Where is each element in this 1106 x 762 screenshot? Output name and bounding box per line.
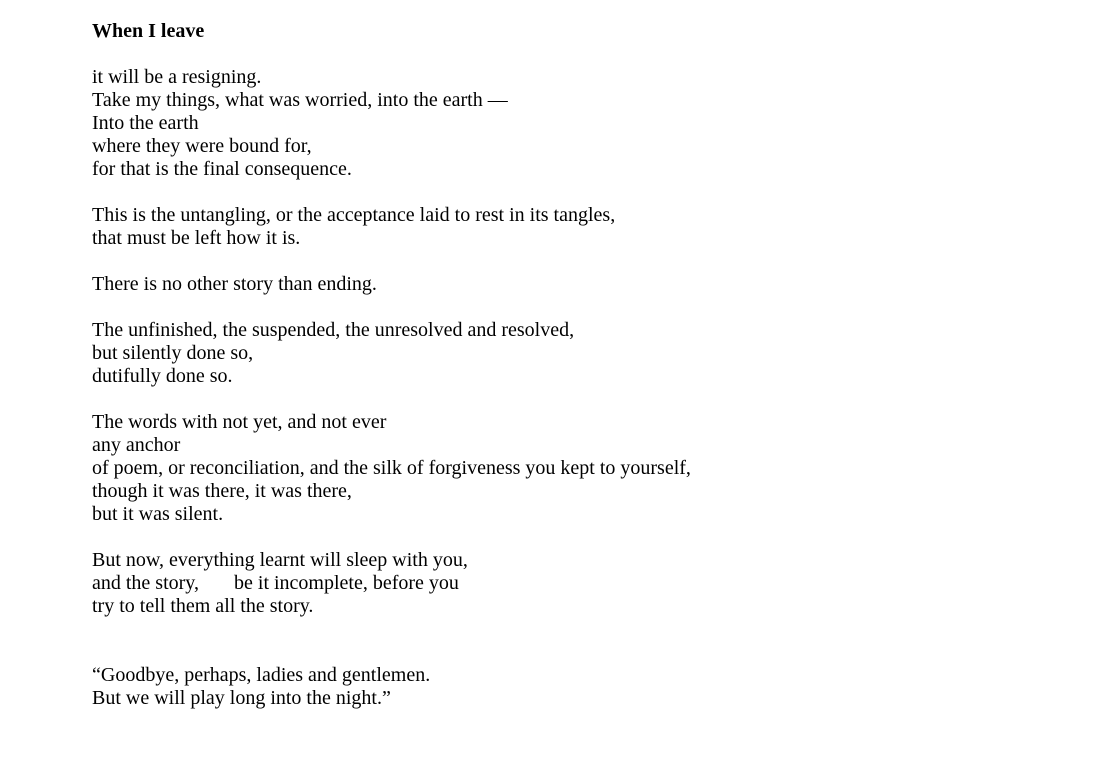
poem-line: but silently done so, xyxy=(92,342,254,364)
poem-line: “Goodbye, perhaps, ladies and gentlemen. xyxy=(92,664,431,686)
stanza-7 xyxy=(92,664,1072,710)
stanza-5 xyxy=(92,411,1072,526)
poem-line: Take my things, what was worried, into the earth — xyxy=(92,89,508,111)
poem-line: that must be left how it is. xyxy=(92,227,301,249)
poem-line: dutifully done so. xyxy=(92,365,233,387)
poem-line: try to tell them all the story. xyxy=(92,595,314,617)
stanza-1 xyxy=(92,66,1072,181)
poem-line: But now, everything learnt will sleep with you, xyxy=(92,549,468,571)
poem-line: where they were bound for, xyxy=(92,135,312,157)
poem xyxy=(92,20,1072,710)
poem-line: it will be a resigning. xyxy=(92,66,262,88)
stanza-6 xyxy=(92,549,1072,618)
poem-line: There is no other story than ending. xyxy=(92,273,377,295)
stanza-gap xyxy=(92,526,1072,549)
poem-line: any anchor xyxy=(92,434,181,456)
poem-line: but it was silent. xyxy=(92,503,224,525)
stanza-gap xyxy=(92,296,1072,319)
stanza-gap xyxy=(92,181,1072,204)
poem-line: of poem, or reconciliation, and the silk of forgiveness you kept to yourself, xyxy=(92,457,691,479)
stanza-gap xyxy=(92,43,1072,66)
poem-line: though it was there, it was there, xyxy=(92,480,352,502)
poem-line: The unfinished, the suspended, the unresolved and resolved, xyxy=(92,319,575,341)
stanza-gap xyxy=(92,250,1072,273)
poem-line: This is the untangling, or the acceptance laid to rest in its tangles, xyxy=(92,204,616,226)
poem-line: Into the earth xyxy=(92,112,199,134)
poem-line: and the story, be it incomplete, before you xyxy=(92,572,459,594)
poem-title: When I leave xyxy=(92,20,205,42)
stanza-2 xyxy=(92,204,1072,250)
stanza-3 xyxy=(92,273,1072,296)
poem-line: The words with not yet, and not ever xyxy=(92,411,387,433)
poem-line: But we will play long into the night.” xyxy=(92,687,391,709)
poem-line: for that is the final consequence. xyxy=(92,158,352,180)
stanza-4 xyxy=(92,319,1072,388)
stanza-gap xyxy=(92,388,1072,411)
stanza-gap xyxy=(92,618,1072,664)
